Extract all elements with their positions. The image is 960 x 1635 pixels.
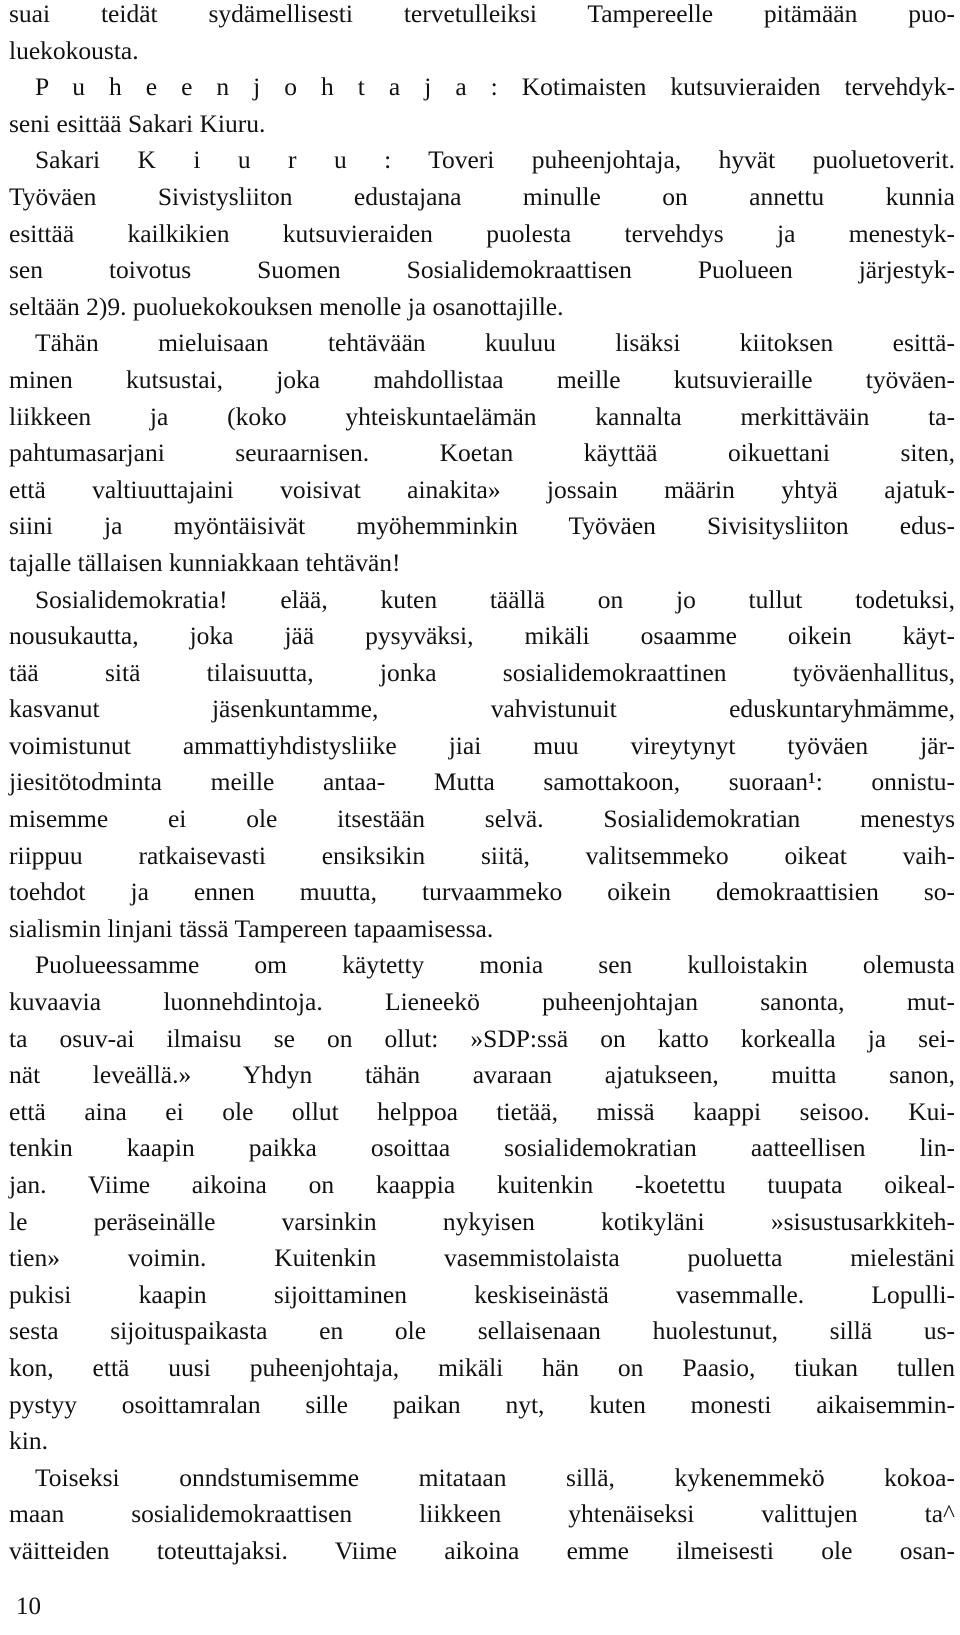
text-line: Sosialidemokratia! elää, kuten täällä on jo tullut todetuksi, (35, 584, 955, 614)
text-line: Puolueessamme om käytetty monia sen kulloistakin olemusta (35, 950, 955, 980)
page-number: 10 (16, 1593, 41, 1620)
text-line: pystyy osoittamralan sille paikan nyt, kuten monesti aikaisemmin- (9, 1389, 955, 1419)
text-line: kon, että uusi puheenjohtaja, mikäli hän on Paasio, tiukan tullen (9, 1352, 955, 1382)
text-line: esittää kailkikien kutsuvieraiden puolesta tervehdys ja menestyk- (9, 218, 955, 248)
text-line: nät leveällä.» Yhdyn tähän avaraan ajatukseen, muitta sanon, (9, 1060, 955, 1090)
text-line: P u h e e n j o h t a j a : Kotimaisten kutsuvieraiden tervehdyk- (35, 72, 955, 102)
text-line: tien» voimin. Kuitenkin vasemmistolaista puoluetta mielestäni (9, 1243, 955, 1273)
text-line: siini ja myöntäisivät myöhemminkin Työväen Sivisitysliiton edus- (9, 511, 955, 541)
text-line: riippuu ratkaisevasti ensiksikin siitä, valitsemmeko oikeat vaih- (9, 840, 955, 870)
text-line: sen toivotus Suomen Sosialidemokraattisen Puolueen järjestyk- (9, 255, 955, 285)
text-line: että valtiuuttajaini voisivat ainakita» jossain määrin yhtyä ajatuk- (9, 474, 955, 504)
text-line: pukisi kaapin sijoittaminen keskiseinästä vasemmalle. Lopulli- (9, 1279, 955, 1309)
text-line: Työväen Sivistysliiton edustajana minulle on annettu kunnia (9, 181, 955, 211)
text-line: pahtumasarjani seuraarnisen. Koetan käyttää oikuettani siten, (9, 438, 955, 468)
text-line: tajalle tällaisen kunniakkaan tehtävän! (9, 547, 401, 577)
text-line: että aina ei ole ollut helppoa tietää, missä kaappi seisoo. Kui- (9, 1096, 955, 1126)
text-line: le peräseinälle varsinkin nykyisen kotikyläni »sisustusarkkiteh- (9, 1206, 955, 1236)
text-line: kin. (9, 1426, 48, 1456)
text-line: sialismin linjani tässä Tampereen tapaamisessa. (9, 913, 494, 943)
text-line: jan. Viime aikoina on kaappia kuitenkin -koetettu tuupata oikeal- (9, 1170, 955, 1199)
text-line: nousukautta, joka jää pysyväksi, mikäli osaamme oikein käyt- (9, 621, 955, 651)
text-line: luekokousta. (9, 35, 139, 65)
text-line: kuvaavia luonnehdintoja. Lieneekö puheenjohtajan sanonta, mut- (9, 987, 955, 1017)
text-line: misemme ei ole itsestään selvä. Sosialidemokratian menestys (9, 804, 955, 834)
text-line: väitteiden toteuttajaksi. Viime aikoina emme ilmeisesti ole osan- (9, 1535, 955, 1565)
text-line: liikkeen ja (koko yhteiskuntaelämän kannalta merkittäväin ta- (9, 401, 955, 431)
text-line: ta osuv-ai ilmaisu se on ollut: »SDP:ssä on katto korkealla ja sei- (9, 1023, 955, 1053)
text-line: suai teidät sydämellisesti tervetulleiksi Tampereelle pitämään puo- (9, 0, 955, 28)
text-line: toehdot ja ennen muutta, turvaammeko oikein demokraattisien so- (9, 877, 955, 907)
body-text (9, 0, 955, 1570)
text-line: kasvanut jäsenkuntamme, vahvistunuit eduskuntaryhmämme, (9, 694, 955, 724)
text-line: jiesitötodminta meille antaa- Mutta samottakoon, suoraan¹: onnistu- (9, 767, 955, 797)
text-line: tenkin kaapin paikka osoittaa sosialidemokratian aatteellisen lin- (9, 1133, 955, 1163)
text-line: voimistunut ammattiyhdistysliike jiai muu vireytynyt työväen jär- (9, 730, 955, 760)
text-line: minen kutsustai, joka mahdollistaa meille kutsuvieraille työväen- (9, 364, 955, 394)
text-line: seltään 2)9. puoluekokouksen menolle ja osanottajille. (9, 291, 564, 321)
text-line: Toiseksi onndstumisemme mitataan sillä, kykenemmekö kokoa- (35, 1462, 955, 1492)
text-line: seni esittää Sakari Kiuru. (9, 108, 266, 138)
text-line: maan sosialidemokraattisen liikkeen yhtenäiseksi valittujen ta^ (9, 1499, 955, 1529)
text-line: tää sitä tilaisuutta, jonka sosialidemokraattinen työväenhallitus, (9, 657, 955, 687)
text-line: Tähän mieluisaan tehtävään kuuluu lisäksi kiitoksen esittä- (35, 328, 955, 358)
text-line: Sakari K i u r u : Toveri puheenjohtaja, hyvät puoluetoverit. (35, 145, 955, 175)
text-line: sesta sijoituspaikasta en ole sellaisenaan huolestunut, sillä us- (9, 1316, 955, 1346)
